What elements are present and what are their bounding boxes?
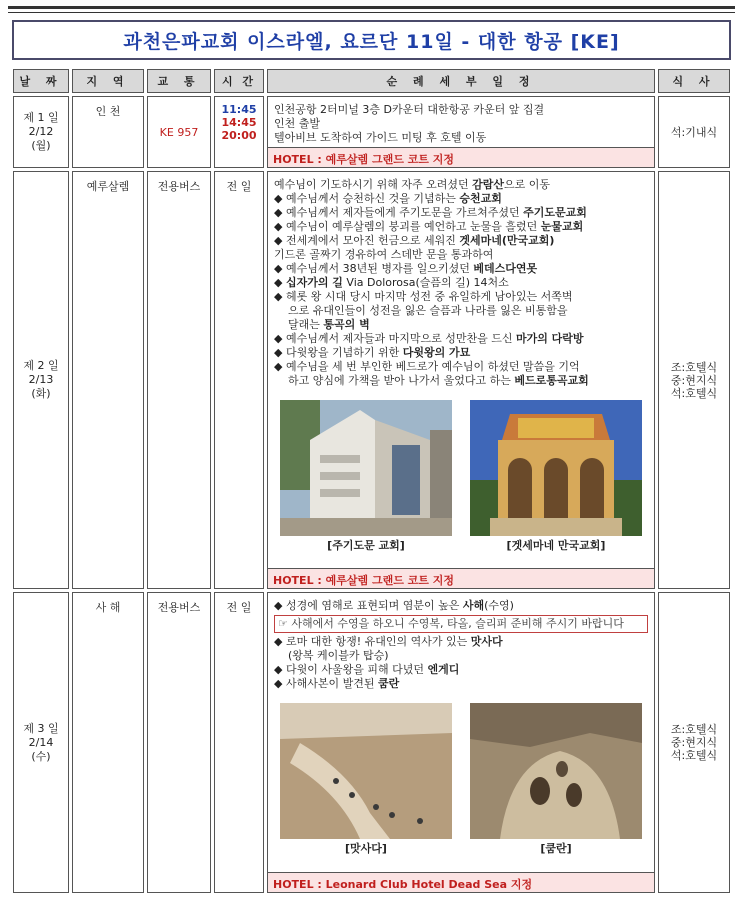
day2-line-8: ◆ 십자가의 길 Via Dolorosa(슬픔의 길) 14처소	[274, 276, 509, 289]
day-row-3	[13, 592, 730, 893]
header-row	[13, 69, 730, 93]
day2-line-15: 하고 양심에 가책을 받아 나가서 울었다고 하는 베드로통곡교회	[288, 374, 589, 387]
header-region: 지 역	[72, 69, 144, 93]
day2-meal	[658, 171, 730, 589]
day1-detail	[267, 96, 655, 168]
day1-times	[214, 96, 264, 168]
day2-date-day: 2/13	[28, 373, 54, 386]
day3-meal-dinner: 석:호텔식	[670, 749, 718, 762]
day2-line-9: ◆ 헤롯 왕 시대 당시 마지막 성전 중 유일하게 남아있는 서쪽벽	[274, 290, 573, 303]
schedule-table	[10, 66, 733, 896]
day1-region: 인 천	[72, 96, 144, 168]
day3-transport: 전용버스	[147, 592, 211, 893]
day2-line-12: ◆ 예수님께서 제자들과 마지막으로 성만찬을 드신 마가의 다락방	[274, 332, 584, 345]
day2-line-13: ◆ 다윗왕을 기념하기 위한 다윗왕의 가묘	[274, 346, 471, 359]
day3-caption-2: [쿰란]	[540, 842, 572, 855]
day3-line-3: (왕복 케이블카 탑승)	[288, 649, 389, 662]
day2-line-10: 으로 유대인들이 성전을 잃은 슬픔과 나라를 잃은 비통함을	[288, 304, 568, 317]
day3-line-5: ◆ 사해사본이 발견된 쿰란	[274, 677, 400, 690]
day1-line-3: 텔아비브 도착하여 가이드 미팅 후 호텔 이동	[274, 131, 487, 144]
day2-transport: 전용버스	[147, 171, 211, 589]
day2-date-label: 제 2 일	[23, 359, 59, 372]
header-date: 날 짜	[13, 69, 69, 93]
day1-time-1: 11:45	[221, 103, 257, 116]
day2-hotel: HOTEL : 예루살렘 그랜드 코트 지정	[268, 568, 654, 588]
day2-line-11: 달래는 통곡의 벽	[288, 318, 370, 331]
day2-line-14: ◆ 예수님을 세 번 부인한 베드로가 예수님이 하셨던 말씀을 기억	[274, 360, 580, 373]
qumran-caves-photo	[470, 703, 642, 839]
day2-meal-dinner: 석:호텔식	[670, 386, 718, 400]
day-row-2	[13, 171, 730, 589]
day2-line-2: ◆ 예수님께서 승천하신 것을 기념하는 승천교회	[274, 192, 502, 205]
top-rule-thick	[8, 6, 735, 9]
day2-date	[13, 171, 69, 589]
day2-line-5: ◆ 전세계에서 모아진 헌금으로 세워진 겟세마네(만국교회)	[274, 234, 555, 247]
day1-meal: 석:기내식	[658, 96, 730, 168]
day1-flight: KE 957	[147, 96, 211, 168]
header-detail: 순 례 세 부 일 정	[267, 69, 655, 93]
photo-lords-prayer-church	[280, 400, 452, 553]
day1-date-label: 제 1 일	[23, 111, 59, 124]
day3-meal-lunch: 중:현지식	[670, 736, 718, 749]
day1-hotel: HOTEL : 예루살렘 그랜드 코트 지정	[268, 147, 654, 167]
day2-date-weekday: (화)	[31, 387, 51, 400]
header-time: 시 간	[214, 69, 264, 93]
day2-caption-1: [주기도문 교회]	[327, 539, 405, 552]
day3-swim-note: ☞ 사해에서 수영을 하오니 수영복, 타올, 슬리퍼 준비해 주시기 바랍니다	[274, 615, 648, 633]
day2-line-1: 예수님이 기도하시기 위해 자주 오려셨던 감람산으로 이동	[274, 178, 551, 191]
day2-meal-breakfast: 조:호텔식	[670, 360, 718, 374]
day3-region: 사 해	[72, 592, 144, 893]
day1-date-day: 2/12	[28, 125, 54, 138]
day3-line-1: ◆ 성경에 염해로 표현되며 염분이 높은 사해(수영)	[274, 599, 514, 612]
day1-date-weekday: (월)	[31, 139, 51, 152]
title-box	[12, 20, 731, 60]
day3-line-4: ◆ 다윗이 사울왕을 피해 다녔던 엔게디	[274, 663, 460, 676]
day2-detail	[267, 171, 655, 589]
day3-caption-1: [맛사다]	[345, 842, 387, 855]
day3-hotel: HOTEL : Leonard Club Hotel Dead Sea 지정	[268, 872, 654, 892]
top-rule-thin	[8, 12, 735, 13]
day2-caption-2: [겟세마네 만국교회]	[506, 539, 606, 552]
day2-photos	[274, 388, 648, 557]
header-meal: 식 사	[658, 69, 730, 93]
day3-date-label: 제 3 일	[23, 721, 59, 735]
day1-date	[13, 96, 69, 168]
day2-meal-lunch: 중:현지식	[670, 373, 718, 387]
day3-date	[13, 592, 69, 893]
day2-line-4: ◆ 예수님이 예루살렘의 붕괴를 예언하고 눈물을 흘렸던 눈물교회	[274, 220, 584, 233]
day3-detail	[267, 592, 655, 893]
page-title: 과천은파교회 이스라엘, 요르단 11일 - 대한 항공 [KE]	[123, 30, 620, 53]
day3-meal	[658, 592, 730, 893]
photo-gethsemane-church	[470, 400, 642, 553]
header-transport: 교 통	[147, 69, 211, 93]
day1-line-1: 인천공항 2터미널 3층 D카운터 대한항공 카운터 앞 집결	[274, 103, 545, 116]
photo-qumran	[470, 703, 642, 856]
day2-line-3: ◆ 예수님께서 제자들에게 주기도문을 가르쳐주셨던 주기도문교회	[274, 206, 587, 219]
masada-photo	[280, 703, 452, 839]
day3-line-2: ◆ 로마 대한 항쟁! 유대인의 역사가 있는 맛사다	[274, 635, 503, 648]
day2-region: 예루살렘	[72, 171, 144, 589]
day-row-1	[13, 96, 730, 168]
day3-meal-breakfast: 조:호텔식	[670, 723, 718, 736]
day2-line-7: ◆ 예수님께서 38년된 병자를 일으키셨던 베데스다연못	[274, 262, 538, 275]
day1-time-3: 20:00	[221, 129, 257, 142]
day2-line-6: 기드론 골짜기 경유하여 스데반 문을 통과하여	[274, 248, 494, 261]
day1-time-2: 14:45	[221, 116, 257, 129]
church-facade-photo	[470, 400, 642, 536]
day3-photos	[274, 691, 648, 860]
day3-date-day: 2/14	[28, 735, 54, 749]
day3-date-weekday: (수)	[31, 749, 51, 763]
day1-line-2: 인천 출발	[274, 117, 321, 130]
day2-time: 전 일	[214, 171, 264, 589]
church-wall-photo	[280, 400, 452, 536]
day3-time: 전 일	[214, 592, 264, 893]
photo-masada	[280, 703, 452, 856]
